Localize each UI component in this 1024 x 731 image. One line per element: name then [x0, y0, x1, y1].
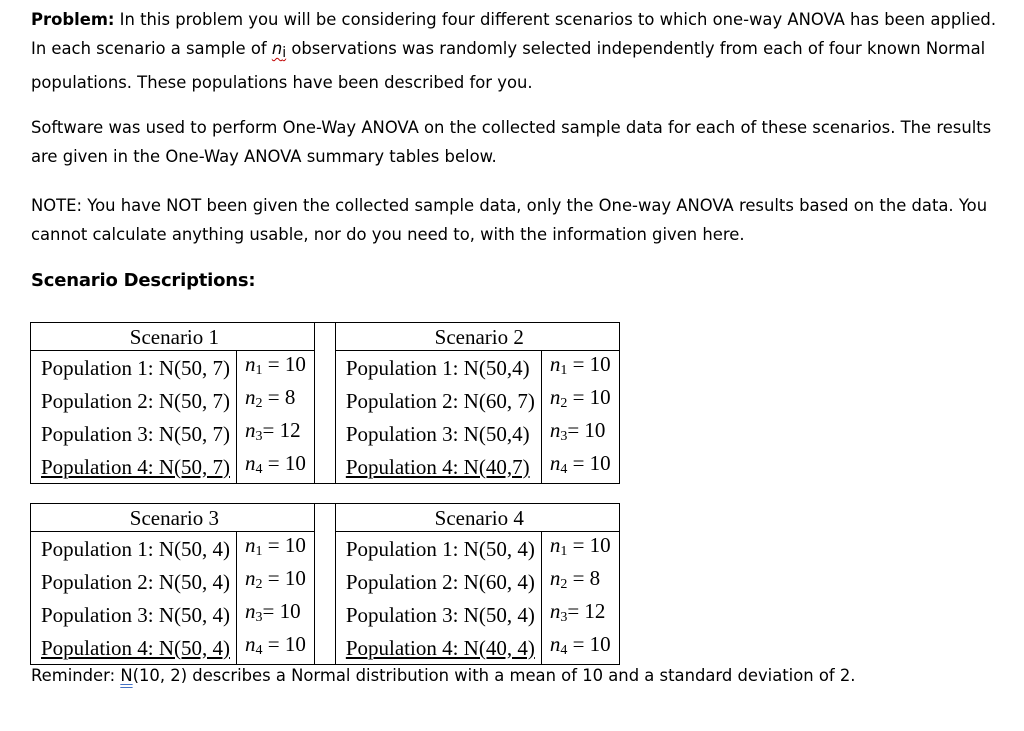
scenario-4-pop-4: Population 4: N(40, 4)	[335, 631, 541, 665]
scenario-heading: Scenario Descriptions:	[31, 270, 256, 291]
scenario-1-pop-3: Population 3: N(50, 7)	[31, 417, 237, 450]
scenario-2-pop-4: Population 4: N(40,7)	[335, 450, 541, 484]
scenario-4-n-3: $n_3= 12$	[549, 599, 606, 625]
scenario-1-title: Scenario 1	[31, 323, 315, 351]
scenario-1-n-3: $n_3= 12$	[245, 418, 301, 444]
scenario-1-pop-4: Population 4: N(50, 7)	[31, 450, 237, 484]
scenario-3-n-1: $n_1 = 10$	[245, 533, 306, 559]
scenario-table-top	[30, 322, 620, 484]
scenario-2-pop-2: Population 2: N(60, 7)	[335, 384, 541, 417]
scenario-3-n-3: $n_3= 10$	[245, 599, 301, 625]
scenario-2-n-2: $n_2 = 10$	[549, 385, 611, 411]
scenario-table-bottom	[30, 503, 620, 665]
software-paragraph: Software was used to perform One-Way ANOVA on the collected sample data for each of these scenarios. The results are given in the One-Way ANOVA summary tables below.	[31, 118, 992, 166]
scenario-4-pop-3: Population 3: N(50, 4)	[335, 598, 541, 631]
scenario-4-title: Scenario 4	[335, 504, 619, 532]
scenario-2-pop-1: Population 1: N(50,4)	[335, 351, 541, 385]
ni-symbol: $n_i$	[271, 39, 287, 61]
scenario-3-n-2: $n_2 = 10$	[245, 566, 306, 592]
scenario-2-n-1: $n_1 = 10$	[549, 352, 611, 378]
scenario-2-n-3: $n_3= 10$	[549, 418, 606, 444]
scenario-2-n-4: $n_4 = 10$	[541, 450, 619, 484]
scenario-3-pop-4: Population 4: N(50, 4)	[31, 631, 237, 665]
problem-text-b: observations was randomly selected independently from each of four known Normal populations. These populations have been described for you.	[31, 39, 986, 92]
scenario-4-n-4: $n_4 = 10$	[541, 631, 619, 665]
scenario-1-n-1: $n_1 = 10$	[245, 352, 306, 378]
reminder-paragraph	[31, 661, 1006, 690]
scenario-3-title: Scenario 3	[31, 504, 315, 532]
scenario-4-n-2: $n_2 = 8$	[549, 566, 601, 592]
problem-paragraph	[31, 5, 1006, 97]
scenario-1-n-4: $n_4 = 10$	[237, 450, 315, 484]
scenario-3-pop-2: Population 2: N(50, 4)	[31, 565, 237, 598]
scenario-1-pop-2: Population 2: N(50, 7)	[31, 384, 237, 417]
scenario-3-pop-3: Population 3: N(50, 4)	[31, 598, 237, 631]
scenario-3-pop-1: Population 1: N(50, 4)	[31, 532, 237, 566]
problem-text-a: In this problem you will be considering four different scenarios to which one-way ANOVA has been applied. In each scenario a sample of	[31, 10, 997, 58]
reminder-text: (10, 2) describes a Normal distribution with a mean of 10 and a standard deviation of 2.	[132, 666, 856, 685]
reminder-n-letter: N	[120, 666, 133, 685]
note-paragraph: NOTE: You have NOT been given the collected sample data, only the One-way ANOVA results based on the data. You cannot calculate anything usable, nor do you need to, with the information given here.	[31, 196, 988, 244]
scenario-4-pop-2: Population 2: N(60, 4)	[335, 565, 541, 598]
scenario-3-n-4: $n_4 = 10$	[237, 631, 315, 665]
scenario-1-n-2: $n_2 = 8$	[245, 385, 296, 411]
scenario-1-pop-1: Population 1: N(50, 7)	[31, 351, 237, 385]
scenario-4-pop-1: Population 1: N(50, 4)	[335, 532, 541, 566]
problem-label: Problem:	[31, 10, 115, 29]
scenario-2-pop-3: Population 3: N(50,4)	[335, 417, 541, 450]
reminder-label: Reminder:	[31, 666, 121, 685]
scenario-2-title: Scenario 2	[335, 323, 619, 351]
scenario-4-n-1: $n_1 = 10$	[549, 533, 611, 559]
